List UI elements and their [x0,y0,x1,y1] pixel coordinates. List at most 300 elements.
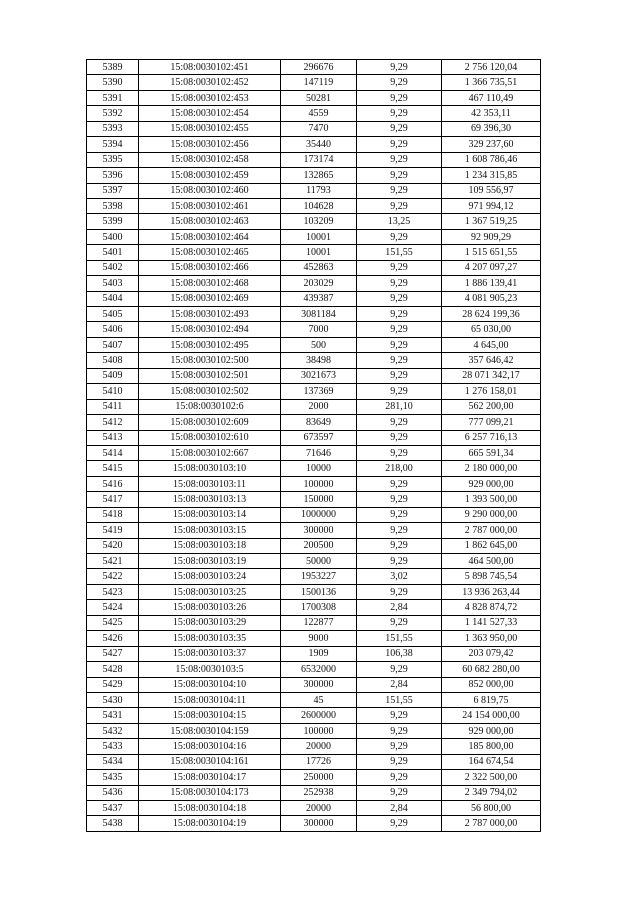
rate-cell: 9,29 [357,229,442,244]
area-cell: 137369 [281,384,357,399]
rate-cell: 9,29 [357,384,442,399]
cadastral-number-cell: 15:08:0030102:460 [139,183,281,198]
cadastral-number-cell: 15:08:0030103:35 [139,631,281,646]
cadastral-value-cell: 929 000,00 [442,723,541,738]
area-cell: 100000 [281,476,357,491]
cadastral-value-cell: 2 756 120,04 [442,60,541,75]
table-row [87,554,541,569]
table-row [87,461,541,476]
rate-cell: 9,29 [357,60,442,75]
table-row [87,291,541,306]
table-row [87,121,541,136]
rate-cell: 9,29 [357,75,442,90]
rate-cell: 9,29 [357,168,442,183]
area-cell: 1500136 [281,584,357,599]
table-row [87,60,541,75]
table-row [87,538,541,553]
cadastral-value-cell: 1 862 645,00 [442,538,541,553]
cadastral-number-cell: 15:08:0030102:500 [139,353,281,368]
row-number-cell: 5393 [87,121,139,136]
area-cell: 1700308 [281,600,357,615]
rate-cell: 9,29 [357,554,442,569]
area-cell: 132865 [281,168,357,183]
row-number-cell: 5392 [87,106,139,121]
rate-cell: 218,00 [357,461,442,476]
area-cell: 7470 [281,121,357,136]
rate-cell: 9,29 [357,754,442,769]
rate-cell: 9,29 [357,584,442,599]
row-number-cell: 5437 [87,801,139,816]
cadastral-number-cell: 15:08:0030102:456 [139,137,281,152]
area-cell: 10001 [281,245,357,260]
cadastral-value-cell: 929 000,00 [442,476,541,491]
table-row [87,307,541,322]
area-cell: 1000000 [281,507,357,522]
cadastral-value-cell: 164 674,54 [442,754,541,769]
area-cell: 300000 [281,523,357,538]
area-cell: 122877 [281,615,357,630]
cadastral-number-cell: 15:08:0030103:19 [139,554,281,569]
rate-cell: 9,29 [357,523,442,538]
table-row [87,600,541,615]
area-cell: 147119 [281,75,357,90]
table-row [87,276,541,291]
cadastral-value-cell: 109 556,97 [442,183,541,198]
area-cell: 1953227 [281,569,357,584]
row-number-cell: 5399 [87,214,139,229]
row-number-cell: 5403 [87,276,139,291]
row-number-cell: 5401 [87,245,139,260]
area-cell: 38498 [281,353,357,368]
row-number-cell: 5405 [87,307,139,322]
cadastral-value-cell: 6 257 716,13 [442,430,541,445]
area-cell: 7000 [281,322,357,337]
cadastral-number-cell: 15:08:0030103:24 [139,569,281,584]
table-row [87,430,541,445]
cadastral-value-cell: 357 646,42 [442,353,541,368]
row-number-cell: 5394 [87,137,139,152]
row-number-cell: 5406 [87,322,139,337]
cadastral-value-cell: 2 349 794,02 [442,785,541,800]
rate-cell: 9,29 [357,353,442,368]
rate-cell: 9,29 [357,368,442,383]
table-row [87,229,541,244]
rate-cell: 9,29 [357,708,442,723]
rate-cell: 9,29 [357,121,442,136]
row-number-cell: 5433 [87,739,139,754]
area-cell: 45 [281,692,357,707]
area-cell: 300000 [281,816,357,831]
area-cell: 6532000 [281,662,357,677]
cadastral-number-cell: 15:08:0030104:17 [139,770,281,785]
rate-cell: 9,29 [357,430,442,445]
table-row [87,399,541,414]
table-row [87,245,541,260]
cadastral-number-cell: 15:08:0030102:494 [139,322,281,337]
cadastral-number-cell: 15:08:0030104:161 [139,754,281,769]
cadastral-number-cell: 15:08:0030102:453 [139,90,281,105]
cadastral-value-cell: 1 141 527,33 [442,615,541,630]
row-number-cell: 5418 [87,507,139,522]
cadastral-number-cell: 15:08:0030102:468 [139,276,281,291]
cadastral-value-cell: 665 591,34 [442,445,541,460]
table-row [87,368,541,383]
area-cell: 200500 [281,538,357,553]
area-cell: 4559 [281,106,357,121]
cadastral-number-cell: 15:08:0030103:14 [139,507,281,522]
table-row [87,708,541,723]
cadastral-value-cell: 2 787 000,00 [442,523,541,538]
area-cell: 439387 [281,291,357,306]
cadastral-value-cell: 464 500,00 [442,554,541,569]
table-row [87,816,541,831]
rate-cell: 281,10 [357,399,442,414]
row-number-cell: 5409 [87,368,139,383]
row-number-cell: 5438 [87,816,139,831]
rate-cell: 151,55 [357,692,442,707]
table-row [87,785,541,800]
row-number-cell: 5404 [87,291,139,306]
rate-cell: 9,29 [357,723,442,738]
area-cell: 103209 [281,214,357,229]
table-row [87,523,541,538]
area-cell: 50000 [281,554,357,569]
cadastral-number-cell: 15:08:0030103:26 [139,600,281,615]
cadastral-number-cell: 15:08:0030102:452 [139,75,281,90]
cadastral-value-cell: 1 363 950,00 [442,631,541,646]
cadastral-number-cell: 15:08:0030102:502 [139,384,281,399]
row-number-cell: 5396 [87,168,139,183]
table-row [87,137,541,152]
table-row [87,770,541,785]
table-row [87,322,541,337]
cadastral-number-cell: 15:08:0030102:461 [139,198,281,213]
rate-cell: 9,29 [357,337,442,352]
cadastral-number-cell: 15:08:0030104:15 [139,708,281,723]
cadastral-value-cell: 65 030,00 [442,322,541,337]
row-number-cell: 5436 [87,785,139,800]
rate-cell: 9,29 [357,538,442,553]
table-row [87,584,541,599]
rate-cell: 9,29 [357,492,442,507]
cadastral-value-cell: 2 322 500,00 [442,770,541,785]
cadastral-value-cell: 13 936 263,44 [442,584,541,599]
cadastral-number-cell: 15:08:0030103:25 [139,584,281,599]
cadastral-number-cell: 15:08:0030102:610 [139,430,281,445]
table-row [87,615,541,630]
row-number-cell: 5412 [87,415,139,430]
cadastral-number-cell: 15:08:0030102:463 [139,214,281,229]
area-cell: 3021673 [281,368,357,383]
rate-cell: 9,29 [357,785,442,800]
area-cell: 71646 [281,445,357,460]
cadastral-value-cell: 1 886 139,41 [442,276,541,291]
rate-cell: 9,29 [357,198,442,213]
rate-cell: 2,84 [357,801,442,816]
rate-cell: 9,29 [357,291,442,306]
cadastral-value-cell: 777 099,21 [442,415,541,430]
row-number-cell: 5422 [87,569,139,584]
cadastral-number-cell: 15:08:0030102:667 [139,445,281,460]
cadastral-value-cell: 971 994,12 [442,198,541,213]
cadastral-number-cell: 15:08:0030103:18 [139,538,281,553]
cadastral-value-cell: 24 154 000,00 [442,708,541,723]
cadastral-number-cell: 15:08:0030103:37 [139,646,281,661]
cadastral-value-cell: 2 180 000,00 [442,461,541,476]
cadastral-value-cell: 467 110,49 [442,90,541,105]
area-cell: 300000 [281,677,357,692]
rate-cell: 9,29 [357,770,442,785]
area-cell: 2000 [281,399,357,414]
cadastral-value-cell: 852 000,00 [442,677,541,692]
row-number-cell: 5431 [87,708,139,723]
row-number-cell: 5424 [87,600,139,615]
rate-cell: 2,84 [357,600,442,615]
cadastral-value-cell: 69 396,30 [442,121,541,136]
table-row [87,677,541,692]
row-number-cell: 5429 [87,677,139,692]
table-body [87,60,541,832]
cadastral-number-cell: 15:08:0030102:454 [139,106,281,121]
rate-cell: 9,29 [357,816,442,831]
rate-cell: 9,29 [357,662,442,677]
cadastral-number-cell: 15:08:0030102:466 [139,260,281,275]
cadastral-value-cell: 185 800,00 [442,739,541,754]
cadastral-value-cell: 42 353,11 [442,106,541,121]
cadastral-value-table [86,59,541,832]
row-number-cell: 5413 [87,430,139,445]
rate-cell: 9,29 [357,507,442,522]
cadastral-value-cell: 203 079,42 [442,646,541,661]
rate-cell: 9,29 [357,615,442,630]
rate-cell: 9,29 [357,152,442,167]
table-row [87,723,541,738]
table-row [87,214,541,229]
cadastral-value-cell: 562 200,00 [442,399,541,414]
table-row [87,739,541,754]
cadastral-number-cell: 15:08:0030104:173 [139,785,281,800]
row-number-cell: 5415 [87,461,139,476]
row-number-cell: 5435 [87,770,139,785]
row-number-cell: 5427 [87,646,139,661]
rate-cell: 9,29 [357,739,442,754]
area-cell: 35440 [281,137,357,152]
row-number-cell: 5414 [87,445,139,460]
row-number-cell: 5395 [87,152,139,167]
area-cell: 10001 [281,229,357,244]
table-row [87,507,541,522]
row-number-cell: 5419 [87,523,139,538]
cadastral-value-cell: 28 071 342,17 [442,368,541,383]
rate-cell: 9,29 [357,445,442,460]
row-number-cell: 5423 [87,584,139,599]
area-cell: 173174 [281,152,357,167]
cadastral-value-cell: 1 608 786,46 [442,152,541,167]
table-row [87,662,541,677]
row-number-cell: 5432 [87,723,139,738]
cadastral-value-cell: 4 828 874,72 [442,600,541,615]
cadastral-value-cell: 28 624 199,36 [442,307,541,322]
rate-cell: 2,84 [357,677,442,692]
area-cell: 17726 [281,754,357,769]
table-row [87,260,541,275]
cadastral-value-cell: 6 819,75 [442,692,541,707]
table-row [87,384,541,399]
table-row [87,692,541,707]
cadastral-number-cell: 15:08:0030103:13 [139,492,281,507]
table-row [87,476,541,491]
row-number-cell: 5417 [87,492,139,507]
cadastral-number-cell: 15:08:0030102:469 [139,291,281,306]
area-cell: 9000 [281,631,357,646]
cadastral-number-cell: 15:08:0030102:465 [139,245,281,260]
row-number-cell: 5416 [87,476,139,491]
cadastral-value-cell: 1 393 500,00 [442,492,541,507]
row-number-cell: 5430 [87,692,139,707]
cadastral-number-cell: 15:08:0030103:29 [139,615,281,630]
cadastral-number-cell: 15:08:0030104:18 [139,801,281,816]
cadastral-number-cell: 15:08:0030102:459 [139,168,281,183]
row-number-cell: 5420 [87,538,139,553]
row-number-cell: 5391 [87,90,139,105]
table-row [87,152,541,167]
cadastral-value-cell: 92 909,29 [442,229,541,244]
area-cell: 452863 [281,260,357,275]
rate-cell: 13,25 [357,214,442,229]
row-number-cell: 5402 [87,260,139,275]
cadastral-number-cell: 15:08:0030102:495 [139,337,281,352]
rate-cell: 151,55 [357,245,442,260]
cadastral-value-cell: 9 290 000,00 [442,507,541,522]
row-number-cell: 5421 [87,554,139,569]
row-number-cell: 5411 [87,399,139,414]
rate-cell: 9,29 [357,307,442,322]
row-number-cell: 5390 [87,75,139,90]
cadastral-value-cell: 4 645,00 [442,337,541,352]
rate-cell: 9,29 [357,415,442,430]
row-number-cell: 5407 [87,337,139,352]
area-cell: 296676 [281,60,357,75]
rate-cell: 9,29 [357,183,442,198]
rate-cell: 9,29 [357,260,442,275]
table-row [87,631,541,646]
cadastral-number-cell: 15:08:0030102:451 [139,60,281,75]
area-cell: 20000 [281,739,357,754]
row-number-cell: 5410 [87,384,139,399]
cadastral-number-cell: 15:08:0030102:493 [139,307,281,322]
cadastral-value-cell: 2 787 000,00 [442,816,541,831]
area-cell: 11793 [281,183,357,198]
rate-cell: 9,29 [357,90,442,105]
cadastral-number-cell: 15:08:0030104:19 [139,816,281,831]
table-row [87,183,541,198]
table-row [87,75,541,90]
row-number-cell: 5400 [87,229,139,244]
table-row [87,90,541,105]
cadastral-number-cell: 15:08:0030103:10 [139,461,281,476]
cadastral-number-cell: 15:08:0030102:455 [139,121,281,136]
table-row [87,198,541,213]
area-cell: 3081184 [281,307,357,322]
cadastral-value-cell: 1 276 158,01 [442,384,541,399]
row-number-cell: 5397 [87,183,139,198]
cadastral-number-cell: 15:08:0030103:11 [139,476,281,491]
cadastral-number-cell: 15:08:0030103:15 [139,523,281,538]
cadastral-number-cell: 15:08:0030102:458 [139,152,281,167]
area-cell: 250000 [281,770,357,785]
row-number-cell: 5428 [87,662,139,677]
cadastral-number-cell: 15:08:0030102:464 [139,229,281,244]
cadastral-value-cell: 329 237,60 [442,137,541,152]
rate-cell: 3,02 [357,569,442,584]
table-row [87,415,541,430]
rate-cell: 9,29 [357,137,442,152]
area-cell: 150000 [281,492,357,507]
area-cell: 1909 [281,646,357,661]
cadastral-value-cell: 1 367 519,25 [442,214,541,229]
cadastral-value-cell: 4 207 097,27 [442,260,541,275]
cadastral-number-cell: 15:08:0030102:609 [139,415,281,430]
area-cell: 50281 [281,90,357,105]
cadastral-value-cell: 60 682 280,00 [442,662,541,677]
row-number-cell: 5425 [87,615,139,630]
area-cell: 673597 [281,430,357,445]
rate-cell: 9,29 [357,476,442,491]
table-row [87,337,541,352]
table-row [87,168,541,183]
area-cell: 10000 [281,461,357,476]
rate-cell: 9,29 [357,276,442,291]
table-row [87,754,541,769]
cadastral-number-cell: 15:08:0030104:159 [139,723,281,738]
cadastral-value-cell: 56 800,00 [442,801,541,816]
row-number-cell: 5408 [87,353,139,368]
cadastral-number-cell: 15:08:0030102:6 [139,399,281,414]
table-row [87,646,541,661]
table-row [87,106,541,121]
area-cell: 100000 [281,723,357,738]
cadastral-value-cell: 4 081 905,23 [442,291,541,306]
rate-cell: 9,29 [357,106,442,121]
cadastral-number-cell: 15:08:0030104:11 [139,692,281,707]
area-cell: 500 [281,337,357,352]
row-number-cell: 5426 [87,631,139,646]
area-cell: 104628 [281,198,357,213]
rate-cell: 9,29 [357,322,442,337]
area-cell: 252938 [281,785,357,800]
cadastral-number-cell: 15:08:0030104:10 [139,677,281,692]
cadastral-value-cell: 1 234 315,85 [442,168,541,183]
table-row [87,492,541,507]
area-cell: 83649 [281,415,357,430]
table-row [87,353,541,368]
rate-cell: 106,38 [357,646,442,661]
table-row [87,445,541,460]
area-cell: 2600000 [281,708,357,723]
cadastral-number-cell: 15:08:0030104:16 [139,739,281,754]
table-row [87,569,541,584]
area-cell: 20000 [281,801,357,816]
cadastral-value-cell: 5 898 745,54 [442,569,541,584]
cadastral-value-cell: 1 515 651,55 [442,245,541,260]
area-cell: 203029 [281,276,357,291]
row-number-cell: 5434 [87,754,139,769]
row-number-cell: 5398 [87,198,139,213]
cadastral-number-cell: 15:08:0030103:5 [139,662,281,677]
cadastral-value-cell: 1 366 735,51 [442,75,541,90]
table-row [87,801,541,816]
cadastral-number-cell: 15:08:0030102:501 [139,368,281,383]
